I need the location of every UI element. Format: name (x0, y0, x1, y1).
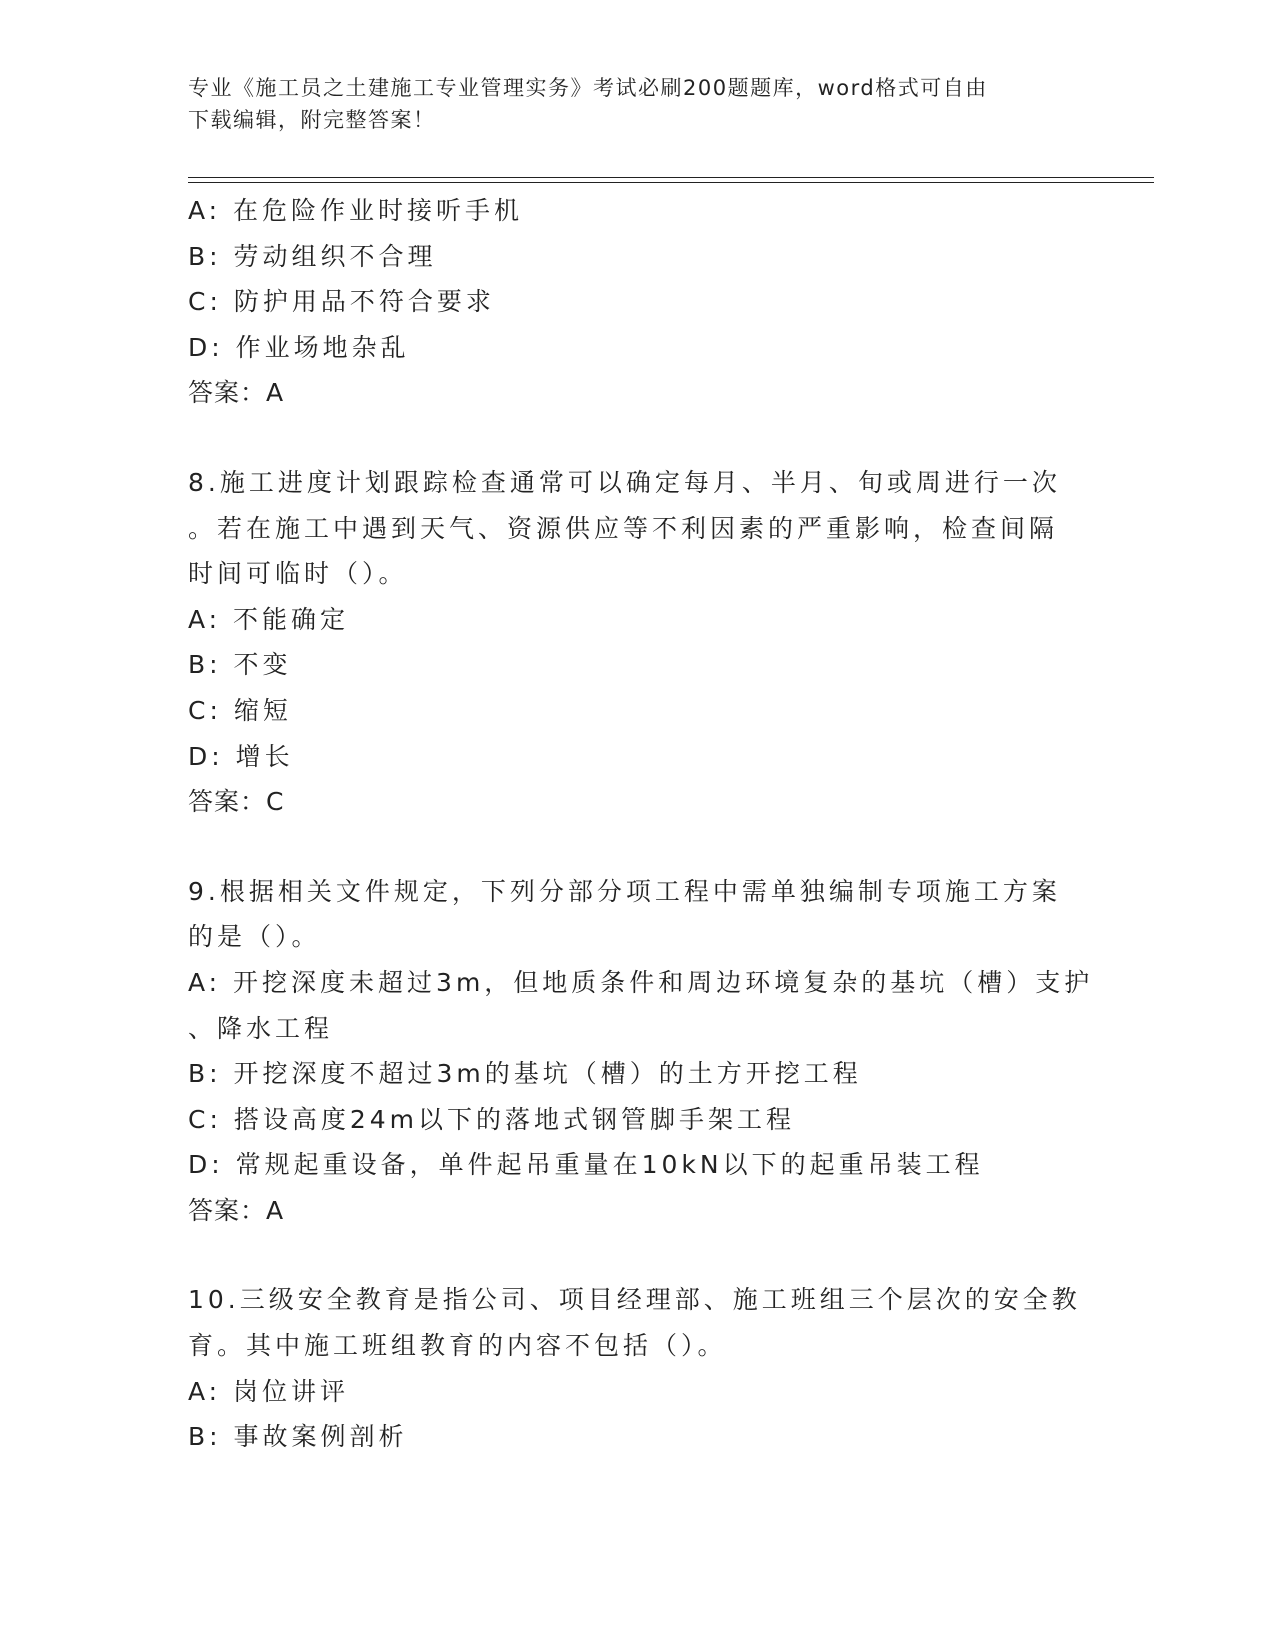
question-stem-line: 8.施工进度计划跟踪检查通常可以确定每月、半月、旬或周进行一次 (188, 467, 1061, 497)
question-stem-line: 的是（）。 (188, 922, 321, 952)
option-d: D: 作业场地杂乱 (188, 332, 410, 362)
option-a: A: 岗位讲评 (188, 1376, 350, 1406)
option-a: A: 在危险作业时接听手机 (188, 196, 524, 225)
option-a: A: 不能确定 (188, 604, 350, 634)
option-d: D: 增长 (188, 741, 294, 771)
question-stem-line: 育。其中施工班组教育的内容不包括（）。 (188, 1331, 727, 1361)
spacer (188, 416, 1088, 460)
option-b: B: 事故案例剖析 (188, 1422, 408, 1452)
option-a-continued: 、降水工程 (188, 1013, 334, 1043)
option-b: B: 劳动组织不合理 (188, 241, 437, 271)
header-line-1: 专业《施工员之土建施工专业管理实务》考试必刷200题题库，word格式可自由 (188, 76, 988, 100)
question-10 (188, 1277, 1088, 1459)
option-c: C: 缩短 (188, 695, 292, 725)
question-stem-line: 10.三级安全教育是指公司、项目经理部、施工班组三个层次的安全教 (188, 1285, 1081, 1315)
question-stem-line: 。若在施工中遇到天气、资源供应等不利因素的严重影响，检查间隔 (188, 513, 1059, 543)
option-c: C: 防护用品不符合要求 (188, 287, 495, 317)
answer: 答案：A (188, 1195, 285, 1225)
option-b: B: 不变 (188, 650, 292, 680)
spacer (188, 1233, 1088, 1277)
option-c: C: 搭设高度24m以下的落地式钢管脚手架工程 (188, 1104, 795, 1134)
answer: 答案：C (188, 787, 285, 817)
question-8 (188, 460, 1088, 825)
header-divider-top (188, 177, 1154, 178)
header-line-2: 下载编辑，附完整答案！ (188, 108, 436, 132)
document-header (188, 72, 1068, 136)
document-body (188, 188, 1094, 1460)
header-divider-bottom (188, 182, 1154, 183)
question-stem-line: 9.根据相关文件规定，下列分部分项工程中需单独编制专项施工方案 (188, 876, 1061, 906)
question-9 (188, 869, 1094, 1234)
question-7-continued (188, 188, 1088, 416)
answer: 答案：A (188, 378, 285, 408)
option-d: D: 常规起重设备，单件起吊重量在10kN以下的起重吊装工程 (188, 1150, 984, 1180)
option-b: B: 开挖深度不超过3m的基坑（槽）的土方开挖工程 (188, 1059, 862, 1089)
spacer (188, 825, 1088, 869)
option-a: A: 开挖深度未超过3m，但地质条件和周边环境复杂的基坑（槽）支护 (188, 967, 1094, 997)
question-stem-line: 时间可临时（）。 (188, 559, 408, 589)
